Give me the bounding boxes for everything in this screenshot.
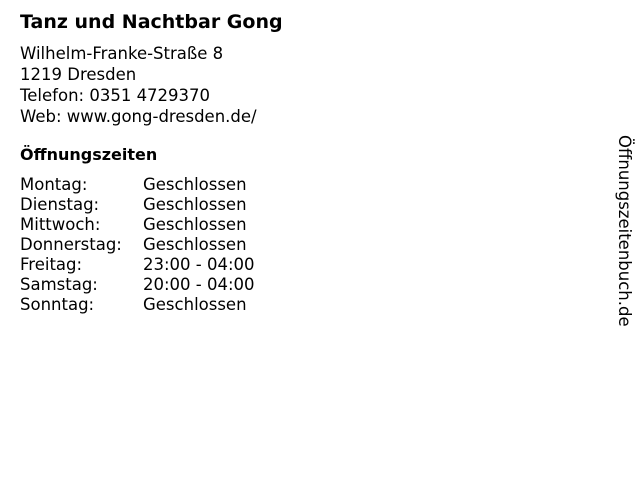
opening-hours-heading: Öffnungszeiten xyxy=(20,145,158,164)
city-address: 1219 Dresden xyxy=(20,65,137,84)
business-address xyxy=(20,43,257,127)
hours-value: Geschlossen xyxy=(143,235,247,254)
hours-row-saturday xyxy=(20,275,255,295)
hours-row-tuesday xyxy=(20,195,255,215)
day-label: Samstag: xyxy=(20,275,98,294)
hours-row-friday xyxy=(20,255,255,275)
brand-watermark-text: Öffnungszeitenbuch.de xyxy=(615,135,634,327)
street-address: Wilhelm-Franke-Straße 8 xyxy=(20,44,224,63)
hours-value: Geschlossen xyxy=(143,215,247,234)
day-label: Freitag: xyxy=(20,255,83,274)
hours-value: 20:00 - 04:00 xyxy=(143,275,255,294)
hours-row-thursday xyxy=(20,235,255,255)
hours-value: 23:00 - 04:00 xyxy=(143,255,255,274)
day-label: Mittwoch: xyxy=(20,215,101,234)
hours-value: Geschlossen xyxy=(143,195,247,214)
website-link[interactable]: Web: www.gong-dresden.de/ xyxy=(20,107,257,126)
day-label: Montag: xyxy=(20,175,88,194)
hours-value: Geschlossen xyxy=(143,295,247,314)
phone-number: Telefon: 0351 4729370 xyxy=(20,86,211,105)
opening-hours-table xyxy=(20,175,255,315)
day-label: Donnerstag: xyxy=(20,235,122,254)
hours-row-sunday xyxy=(20,295,255,315)
business-name: Tanz und Nachtbar Gong xyxy=(20,11,283,33)
hours-row-wednesday xyxy=(20,215,255,235)
hours-row-monday xyxy=(20,175,255,195)
day-label: Dienstag: xyxy=(20,195,100,214)
hours-value: Geschlossen xyxy=(143,175,247,194)
day-label: Sonntag: xyxy=(20,295,95,314)
